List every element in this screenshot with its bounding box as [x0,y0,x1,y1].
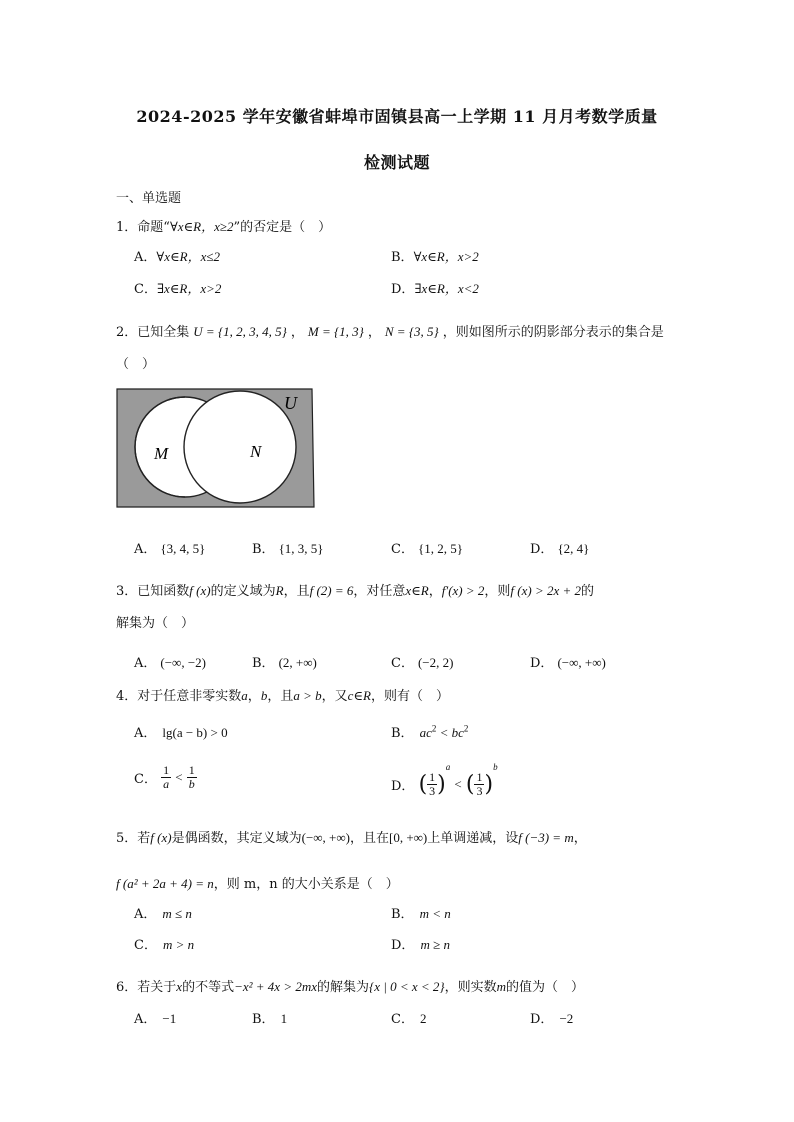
question-6-stem: 6．若关于x的不等式−x² + 4x > 2mx的解集为{x | 0 < x < 2}，则实数m的值为（ ） [116,979,585,995]
question-2-stem: 2．已知全集 U = {1, 2, 3, 4, 5} ， M = {1, 3} ， N = {3, 5} ，则如图所示的阴影部分表示的集合是 [116,324,664,340]
venn-diagram [116,387,320,509]
q4-option-b[interactable]: B． $ac^2 < bc^2$ [391,723,469,741]
q3-option-d[interactable]: D． (−∞, +∞) [530,655,606,671]
question-number: 2． [116,325,138,340]
q5-option-b[interactable]: B． m < n [391,906,451,922]
q5-option-d[interactable]: D． m ≥ n [391,937,450,953]
q2-option-a[interactable]: A． {3, 4, 5} [134,541,206,557]
label-u: U [284,393,297,413]
q2-option-d[interactable]: D． {2, 4} [530,541,590,557]
set-m: M = {1, 3} [307,324,364,339]
label-m: M [154,444,169,463]
q6-option-b[interactable]: B． 1 [252,1011,288,1027]
question-4-stem: 4．对于任意非零实数a，b，且a > b，又c∈R，则有（ ） [116,688,449,704]
question-number: 1． [116,220,138,235]
label-n: N [250,442,262,461]
set-n: N = {3, 5} [384,324,439,339]
stem-text: 命题“ [137,220,170,235]
math-expression: ∀x∈R，x≥2 [169,219,234,234]
stem-text: ”的否定是（ ） [233,220,332,235]
set-u: U = {1, 2, 3, 4, 5} [193,324,287,339]
q4-option-d[interactable]: D． ( $\frac{1}{3}$ )$^a$ < ( $\frac{1}{3}$ )$^b$ [391,762,498,798]
q3-option-b[interactable]: B． (2, +∞) [252,655,317,671]
question-1-stem [116,216,331,235]
q1-option-b[interactable]: B．∀x∈R，x>2 [391,249,479,265]
q4-option-a[interactable]: A． lg(a − b) > 0 [134,725,228,741]
q1-option-c[interactable]: C．∃x∈R，x>2 [134,281,222,297]
question-5-stem: 5．若f (x)是偶函数，其定义域为(−∞, +∞)，且在[0, +∞)上单调递减，设f (−3) = m， [116,830,587,846]
q1-option-d[interactable]: D．∃x∈R，x<2 [391,281,479,297]
question-3-stem-cont: 解集为（ ） [116,616,195,631]
circle-n [184,391,296,503]
q6-option-d[interactable]: D． −2 [530,1011,574,1027]
question-3-stem: 3．已知函数f (x)的定义域为R，且f (2) = 6，对任意x∈R，f′(x) > 2，则f (x) > 2x + 2的 [116,583,595,599]
q5-option-a[interactable]: A． m ≤ n [134,906,192,922]
q4-option-c[interactable]: C． $\frac{1}{a}$ < $\frac{1}{b}$ [134,763,195,791]
q6-option-c[interactable]: C． 2 [391,1011,427,1027]
q6-option-a[interactable]: A． −1 [134,1011,177,1027]
document-title-line1: 2024-2025 学年安徽省蚌埠市固镇县高一上学期 11 月月考数学质量 [136,107,658,126]
question-5-stem-cont: f (a² + 2a + 4) = n，则 m，n 的大小关系是（ ） [116,876,399,892]
question-2-stem-cont: （ ） [116,357,156,372]
section-heading: 一、单选题 [116,191,182,206]
q1-option-a[interactable]: A．∀x∈R，x≤2 [134,249,220,265]
q3-option-c[interactable]: C． (−2, 2) [391,655,454,671]
q3-option-a[interactable]: A． (−∞, −2) [134,655,206,671]
q2-option-b[interactable]: B． {1, 3, 5} [252,541,324,557]
document-title-line2: 检测试题 [363,153,430,172]
q5-option-c[interactable]: C． m > n [134,937,195,953]
q2-option-c[interactable]: C． {1, 2, 5} [391,541,463,557]
